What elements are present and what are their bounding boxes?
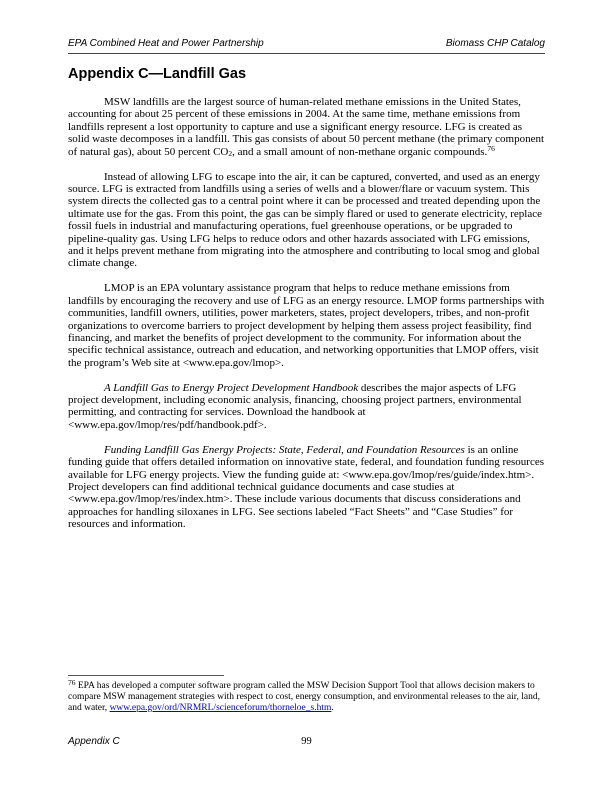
paragraph-2 (68, 171, 545, 270)
paragraph-5 (68, 444, 545, 531)
footer-appendix-label: Appendix C (68, 736, 120, 747)
text-segment: 2 (228, 149, 233, 159)
text-segment: 76 (68, 677, 76, 687)
footnote (68, 675, 545, 714)
text-segment: describes the major aspects of LFG project development, including economic analysis, financing, choosing project partners, environmental permitting, and contracting for services. Download the handbook at <www.epa.gov/lmop/res/pdf/handbook.pdf>. (68, 381, 522, 431)
footnote-separator (68, 675, 224, 676)
text-segment: A Landfill Gas to Energy Project Development Handbook (104, 381, 359, 394)
text-segment: LMOP is an EPA voluntary assistance program that helps to reduce methane emissions from landfills by encouraging the recovery and use of LFG as an energy resource. LMOP forms partnerships with communities, landfill owners, utilities, power marketers, states, project developers, tribes, and non-profit organizations to overcome barriers to project development by helping them assess project feasibility, find financing, and market the benefits of project development to the community. For information about the specific technical assistance, outreach and education, and networking opportunities that LMOP offers, visit the program’s Web site at <www.epa.gov/lmop>. (68, 282, 545, 369)
header-left-text: EPA Combined Heat and Power Partnership (68, 38, 264, 49)
text-segment: Funding Landfill Gas Energy Projects: State, Federal, and Foundation Resources (104, 443, 465, 456)
page-header (68, 38, 545, 54)
text-segment: . (331, 703, 334, 713)
header-right-text: Biomass CHP Catalog (445, 38, 545, 49)
text-segment: EPA has developed a computer software program called the MSW Decision Support Tool that allows decision makers to compare MSW management strategies with respect to cost, energy consumption, and environmental releases to the air, land, and water, (68, 681, 541, 713)
footnote-text (68, 677, 545, 714)
page-number: 99 (301, 736, 312, 747)
page-footer (68, 736, 545, 750)
paragraph-3 (68, 282, 545, 369)
paragraph-4 (68, 382, 545, 432)
text-segment: MSW landfills are the largest source of human-related methane emissions in the United States, accounting for about 25 percent of these emissions in 2004. At the same time, methane emissions from landfills represent a lost opportunity to capture and use a significant energy resource. LFG is created as solid waste decomposes in a landfill. This gas consists of about 50 percent methane (the primary component of natural gas), about 50 percent CO (68, 96, 545, 158)
paragraph-1 (68, 96, 545, 158)
paragraphs (68, 96, 545, 543)
inline-link[interactable]: www.epa.gov/ord/NRMRL/scienceforum/thorneloe_s.htm (109, 703, 332, 713)
text-segment: , and a small amount of non-methane organic compounds. (232, 145, 488, 158)
page-title: Appendix C—Landfill Gas (68, 66, 247, 82)
text-segment: 76 (487, 144, 495, 154)
text-segment: Instead of allowing LFG to escape into the air, it can be captured, converted, and used as an energy source. LFG is extracted from landfills using a series of wells and a blower/flare or vacuum system. This system directs the collected gas to a central point where it can be processed and treated depending upon the ultimate use for the gas. From this point, the gas can be simply flared or used to generate electricity, replace fossil fuels in industrial and manufacturing operations, fuel greenhouse operations, or be upgraded to pipeline-quality gas. Using LFG helps to reduce odors and other hazards associated with LFG emissions, and it helps prevent methane from migrating into the atmosphere and contributing to local smog and global climate change. (68, 170, 542, 270)
text-segment: is an online funding guide that offers detailed information on innovative state, federal, and foundation funding resources available for LFG energy projects. View the funding guide at: <www.epa.gov/lmop/res/guide/index.htm>. Project developers can find additional technical guidance documents and case studies at <www.epa.gov/lmop/res/index.htm>. These include various documents that discuss considerations and approaches for handling siloxanes in LFG. See sections labeled “Fact Sheets” and “Case Studies” for resources and information. (68, 443, 545, 531)
